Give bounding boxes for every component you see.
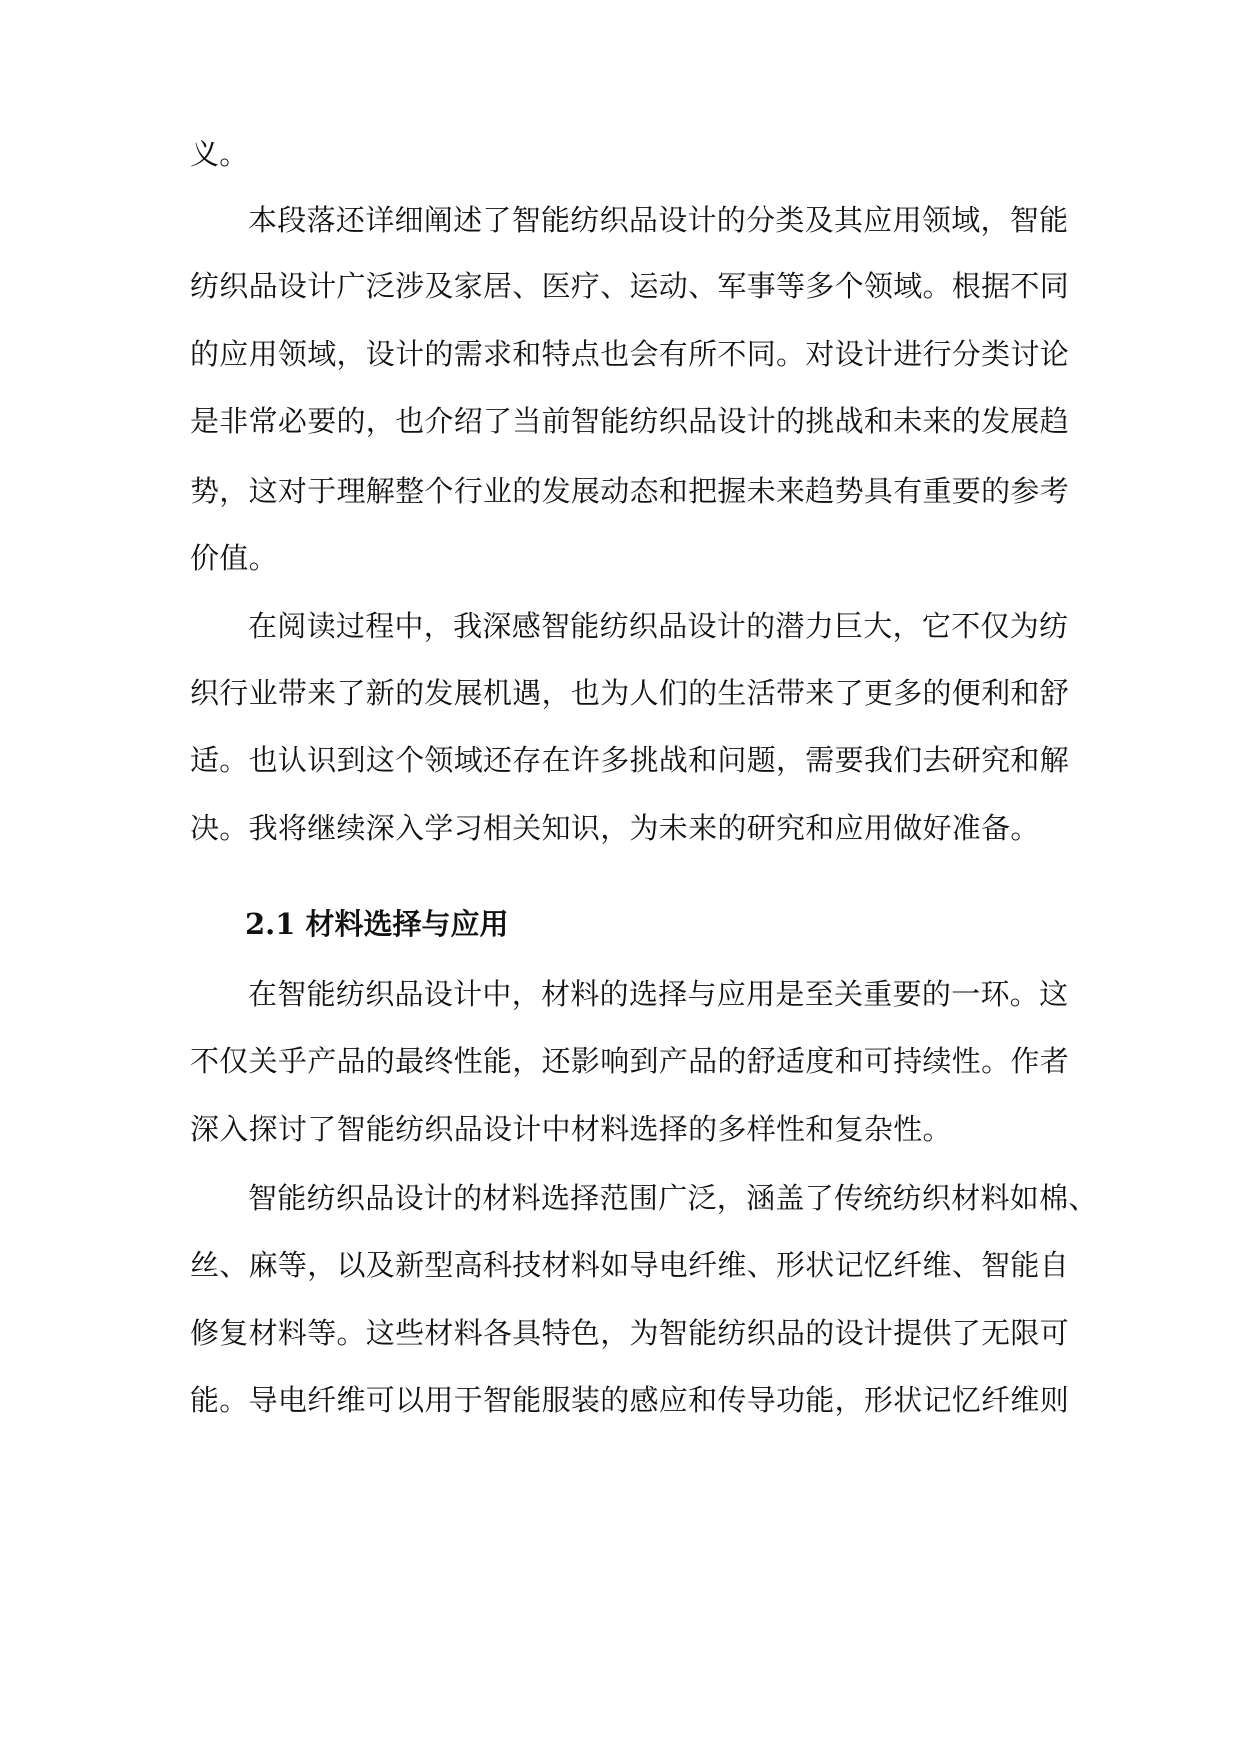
text-line: 在智能纺织品设计中，材料的选择与应用是至关重要的一环。这 xyxy=(248,977,1069,1011)
text-line: 的应用领域，设计的需求和特点也会有所不同。对设计进行分类讨论 xyxy=(190,337,1070,371)
text-line: 义。 xyxy=(190,137,249,171)
text-line: 适。也认识到这个领域还存在许多挑战和问题，需要我们去研究和解 xyxy=(190,743,1070,777)
text-line: 决。我将继续深入学习相关知识，为未来的研究和应用做好准备。 xyxy=(190,811,1040,845)
section-heading: 2.1 材料选择与应用 xyxy=(245,907,509,941)
text-line: 织行业带来了新的发展机遇，也为人们的生活带来了更多的便利和舒 xyxy=(190,676,1070,710)
text-line: 深入探讨了智能纺织品设计中材料选择的多样性和复杂性。 xyxy=(190,1112,952,1146)
text-line: 丝、麻等，以及新型高科技材料如导电纤维、形状记忆纤维、智能自 xyxy=(190,1248,1070,1282)
text-line: 不仅关乎产品的最终性能，还影响到产品的舒适度和可持续性。作者 xyxy=(190,1044,1070,1078)
text-line: 智能纺织品设计的材料选择范围广泛，涵盖了传统纺织材料如棉、 xyxy=(248,1181,1098,1215)
text-line: 是非常必要的，也介绍了当前智能纺织品设计的挑战和未来的发展趋 xyxy=(190,404,1070,438)
text-line: 纺织品设计广泛涉及家居、医疗、运动、军事等多个领域。根据不同 xyxy=(190,269,1070,303)
text-line: 修复材料等。这些材料各具特色，为智能纺织品的设计提供了无限可 xyxy=(190,1316,1070,1350)
text-line: 在阅读过程中，我深感智能纺织品设计的潜力巨大，它不仅为纺 xyxy=(248,609,1069,643)
text-line: 价值。 xyxy=(190,541,278,575)
text-line: 势，这对于理解整个行业的发展动态和把握未来趋势具有重要的参考 xyxy=(190,474,1070,508)
text-line: 能。导电纤维可以用于智能服装的感应和传导功能，形状记忆纤维则 xyxy=(190,1383,1070,1417)
text-line: 本段落还详细阐述了智能纺织品设计的分类及其应用领域，智能 xyxy=(248,203,1069,237)
